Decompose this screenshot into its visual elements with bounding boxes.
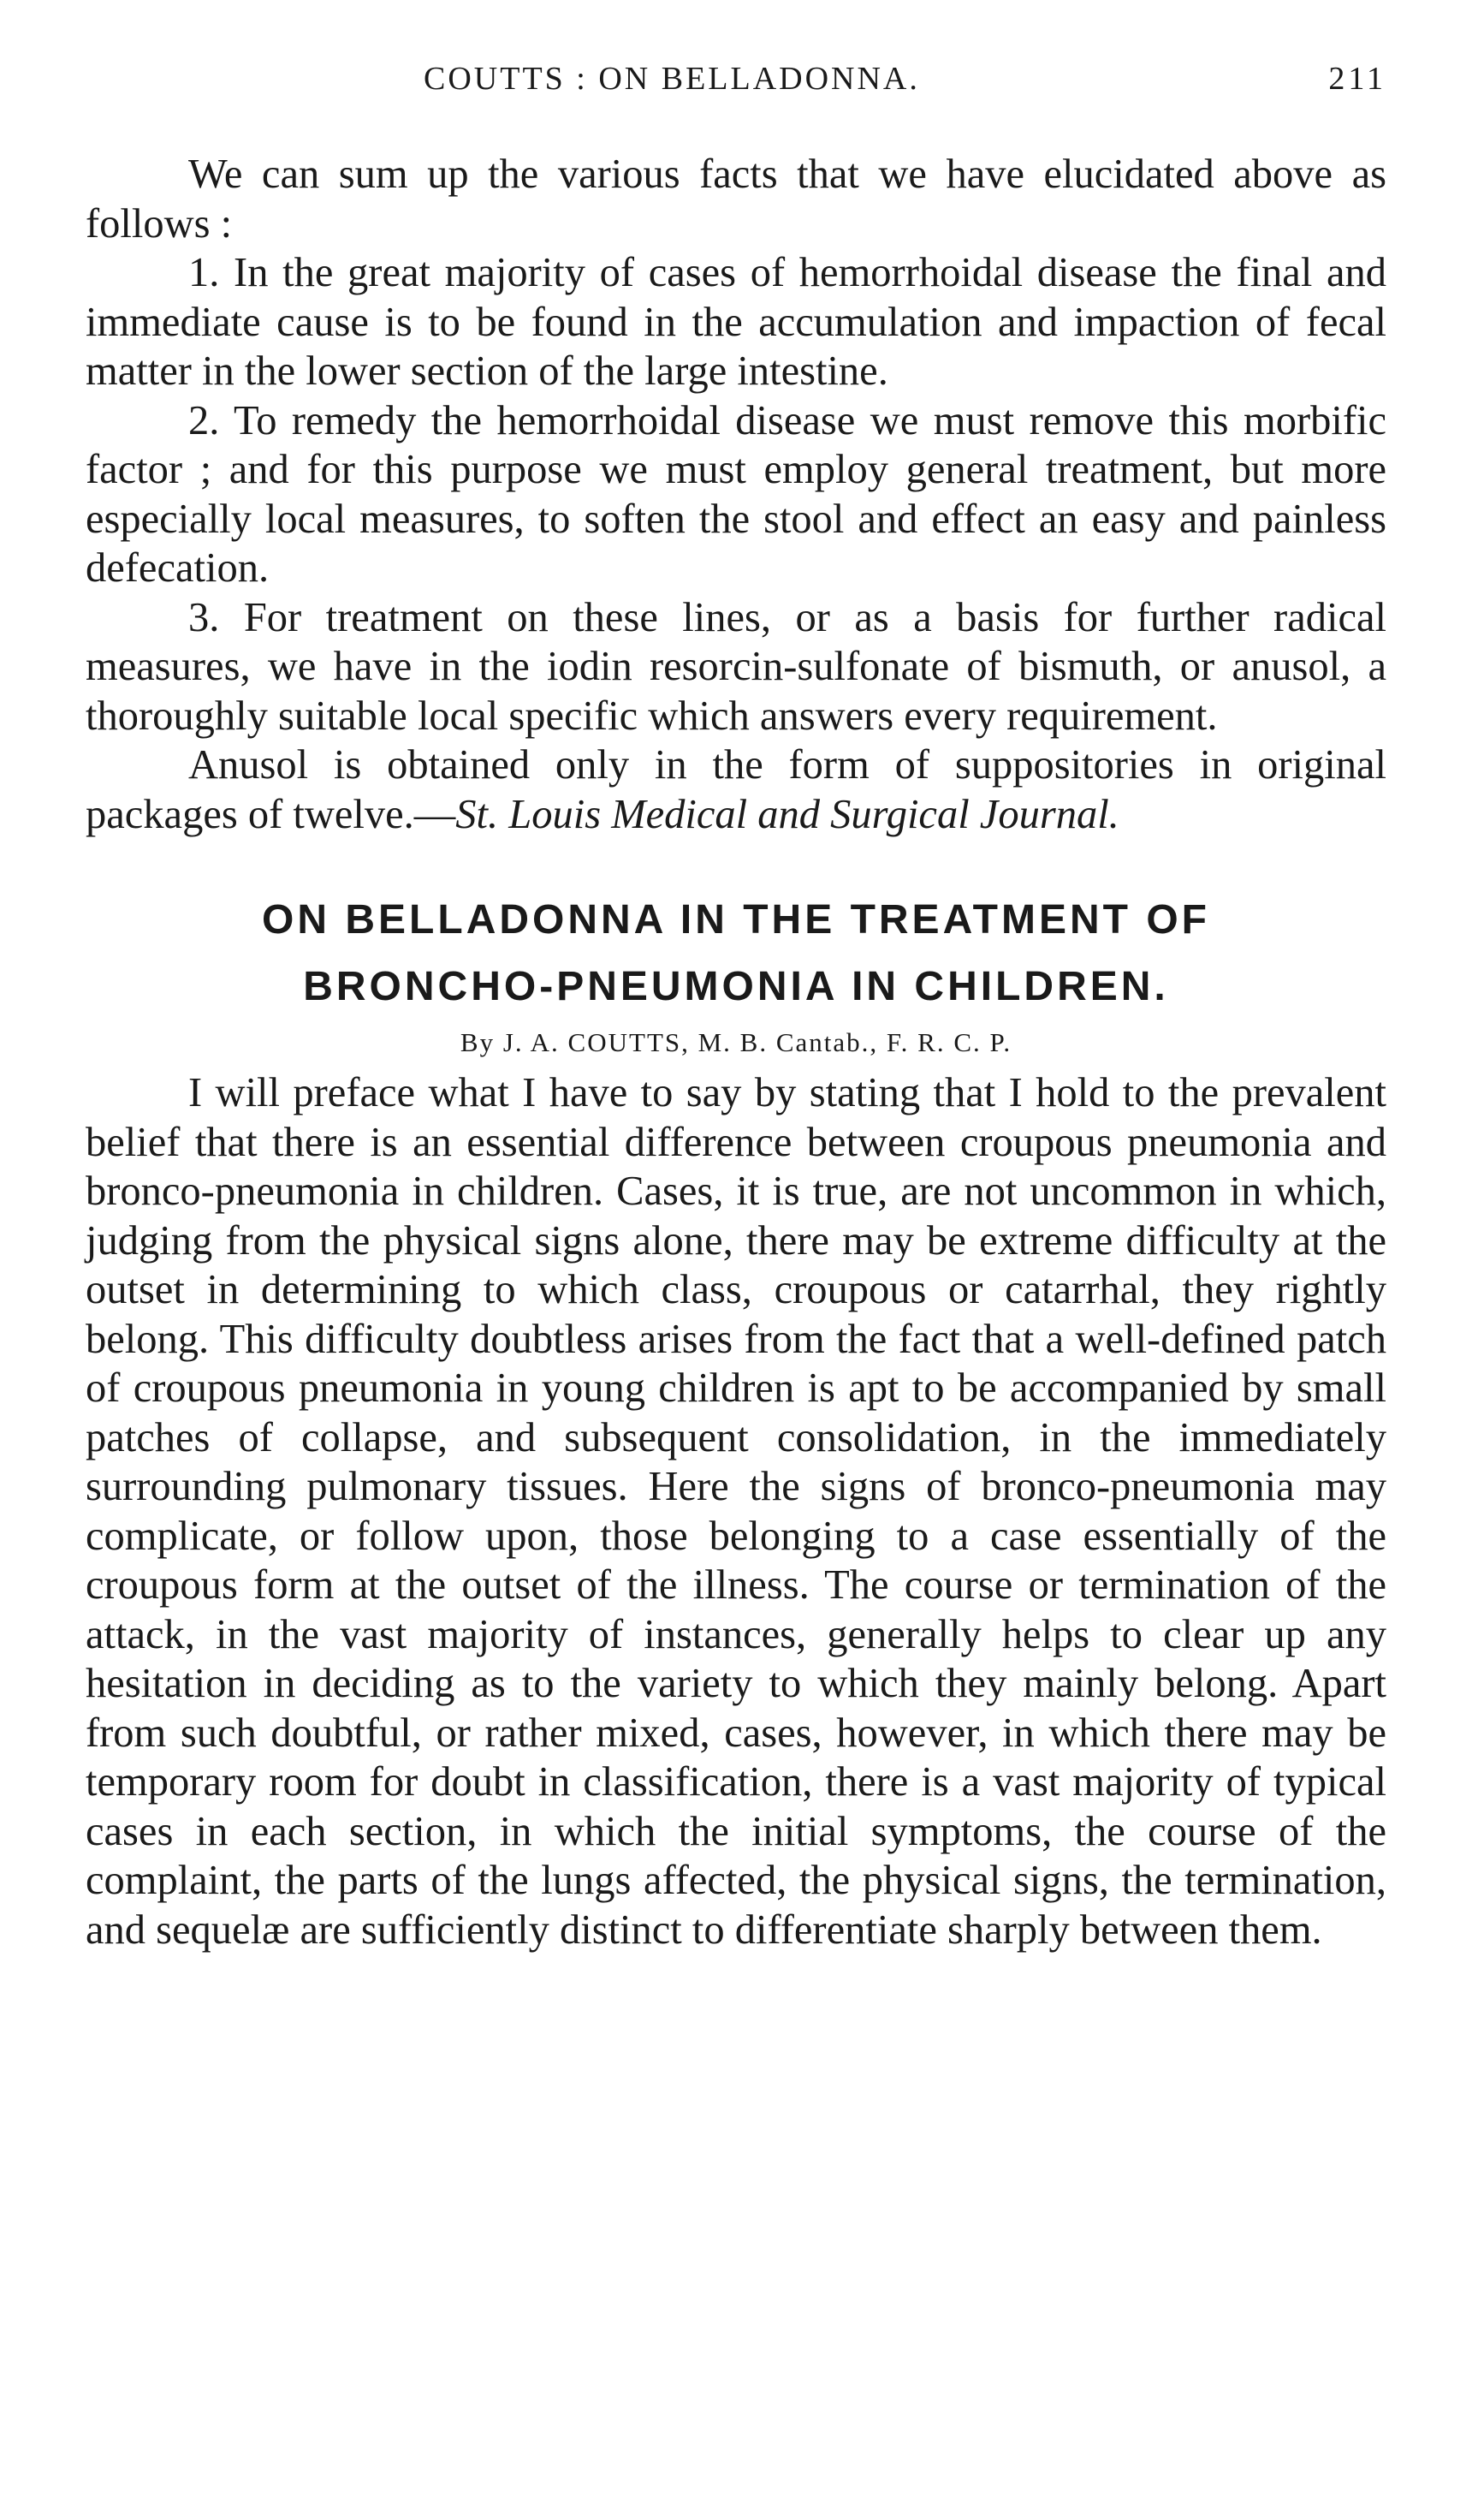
- article-title-line-2: BRONCHO-PNEUMONIA IN CHILDREN.: [303, 964, 1169, 1009]
- article-hemorrhoidal-conclusion: [86, 150, 1386, 839]
- running-head: [86, 51, 1386, 111]
- summary-point-2: 2. To remedy the hemorrhoidal disease we must remove this morbific factor ; and for this purpose we must employ general treatment, but more especially local measures, to soften the stool and effect an easy and painless defecation.: [86, 397, 1386, 591]
- anusol-closing-paragraph: [86, 741, 1386, 839]
- article-title: [86, 887, 1386, 1020]
- article-title-line-1: ON BELLADONNA IN THE TREATMENT OF: [262, 897, 1210, 943]
- page-number: 211: [1328, 61, 1386, 97]
- summary-point-1: 1. In the great majority of cases of hemorrhoidal disease the final and immediate cause is to be found in the accumulation and impaction of fecal matter in the lower section of the large intestine.: [86, 250, 1386, 394]
- journal-citation: St. Louis Medical and Surgical Journal.: [455, 791, 1119, 837]
- article-body-paragraph: I will preface what I have to say by stating that I hold to the prevalent belief that there is an essential difference between croupous pneumonia and bronco-pneumonia in children. Cases, it is true, are not uncommon in which, judging from the physical signs alone, there may be extreme difficulty at the outset in determining to which class, croupous or catarrhal, they rightly belong. This difficulty doubtless arises from the fact that a well-defined patch of croupous pneumonia in young children is apt to be accompanied by small patches of collapse, and subsequent consolidation, in the immediately surrounding pulmonary tissues. Here the signs of bronco-pneumonia may complicate, or follow upon, those belonging to a case essentially of the croupous form at the outset of the illness. The course or termination of the attack, in the vast majority of instances, generally helps to clear up any hesitation in deciding as to the variety to which they mainly belong. Apart from such doubtful, or rather mixed, cases, however, in which there may be temporary room for doubt in classification, there is a vast majority of typical cases in each section, in which the initial symptoms, the course of the complaint, the parts of the lungs affected, the physical signs, the termination, and sequelæ are sufficiently distinct to differentiate sharply between them.: [86, 1070, 1386, 1953]
- anusol-closing-text: Anusol is obtained only in the form of suppositories in original packages of twelve.—: [86, 742, 1386, 837]
- summary-intro-paragraph: We can sum up the various facts that we have elucidated above as follows :: [86, 152, 1386, 247]
- summary-point-3: 3. For treatment on these lines, or as a basis for further radical measures, we have in the iodin resorcin-sulfonate of bismuth, or anusol, a thoroughly suitable local specific which answers every requirement.: [86, 594, 1386, 739]
- document-page: [86, 51, 1386, 1954]
- running-head-title: COUTTS : ON BELLADONNA.: [424, 61, 920, 97]
- author-byline: By J. A. COUTTS, M. B. Cantab., F. R. C. P.: [460, 1027, 1012, 1057]
